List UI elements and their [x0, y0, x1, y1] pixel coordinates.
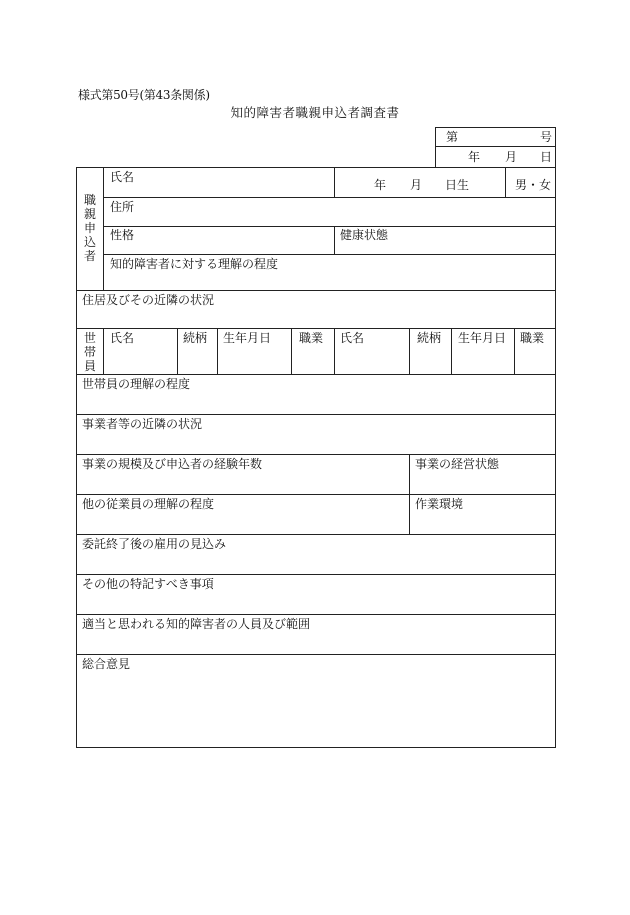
business-condition-label: 事業の経営状態 — [415, 457, 500, 471]
date-day-label: 日 — [540, 150, 553, 164]
household-understanding-label: 世帯員の理解の程度 — [82, 377, 191, 391]
overall-opinion-label: 総合意見 — [82, 657, 131, 671]
household-section-label: 世帯員 — [83, 331, 96, 373]
household-col-name-1: 氏名 — [110, 331, 135, 345]
other-employees-label: 他の従業員の理解の程度 — [82, 497, 215, 511]
household-col-birthdate-2: 生年月日 — [458, 331, 507, 345]
birth-day-label: 日生 — [445, 178, 470, 192]
date-month-label: 月 — [505, 150, 518, 164]
document-title: 知的障害者職親申込者調査書 — [230, 105, 400, 120]
suitable-range-label: 適当と思われる知的障害者の人員及び範囲 — [82, 617, 311, 631]
address-label: 住所 — [110, 200, 135, 214]
birth-year-label: 年 — [374, 178, 387, 192]
number-dai-label: 第 — [446, 130, 459, 144]
household-col-relation-2: 続柄 — [417, 331, 442, 345]
birth-month-label: 月 — [410, 178, 423, 192]
household-col-name-2: 氏名 — [340, 331, 365, 345]
number-go-label: 号 — [540, 130, 553, 144]
applicant-section-label: 職親申込者 — [83, 193, 96, 263]
post-employment-label: 委託終了後の雇用の見込み — [82, 537, 227, 551]
form-number: 様式第50号(第43条関係) — [78, 88, 210, 102]
date-year-label: 年 — [468, 150, 481, 164]
health-label: 健康状態 — [340, 228, 389, 242]
business-scale-label: 事業の規模及び申込者の経験年数 — [82, 457, 263, 471]
sex-label: 男・女 — [515, 178, 552, 192]
work-environment-label: 作業環境 — [415, 497, 464, 511]
residence-label: 住居及びその近隣の状況 — [82, 293, 215, 307]
household-col-relation-1: 続柄 — [183, 331, 208, 345]
business-neighbors-label: 事業者等の近隣の状況 — [82, 417, 203, 431]
household-col-occupation-1: 職業 — [299, 331, 324, 345]
personality-label: 性格 — [110, 228, 135, 242]
household-col-birthdate-1: 生年月日 — [223, 331, 272, 345]
applicant-name-label: 氏名 — [110, 170, 135, 184]
special-notes-label: その他の特記すべき事項 — [82, 577, 214, 591]
understanding-label: 知的障害者に対する理解の程度 — [110, 257, 279, 271]
household-col-occupation-2: 職業 — [520, 331, 545, 345]
